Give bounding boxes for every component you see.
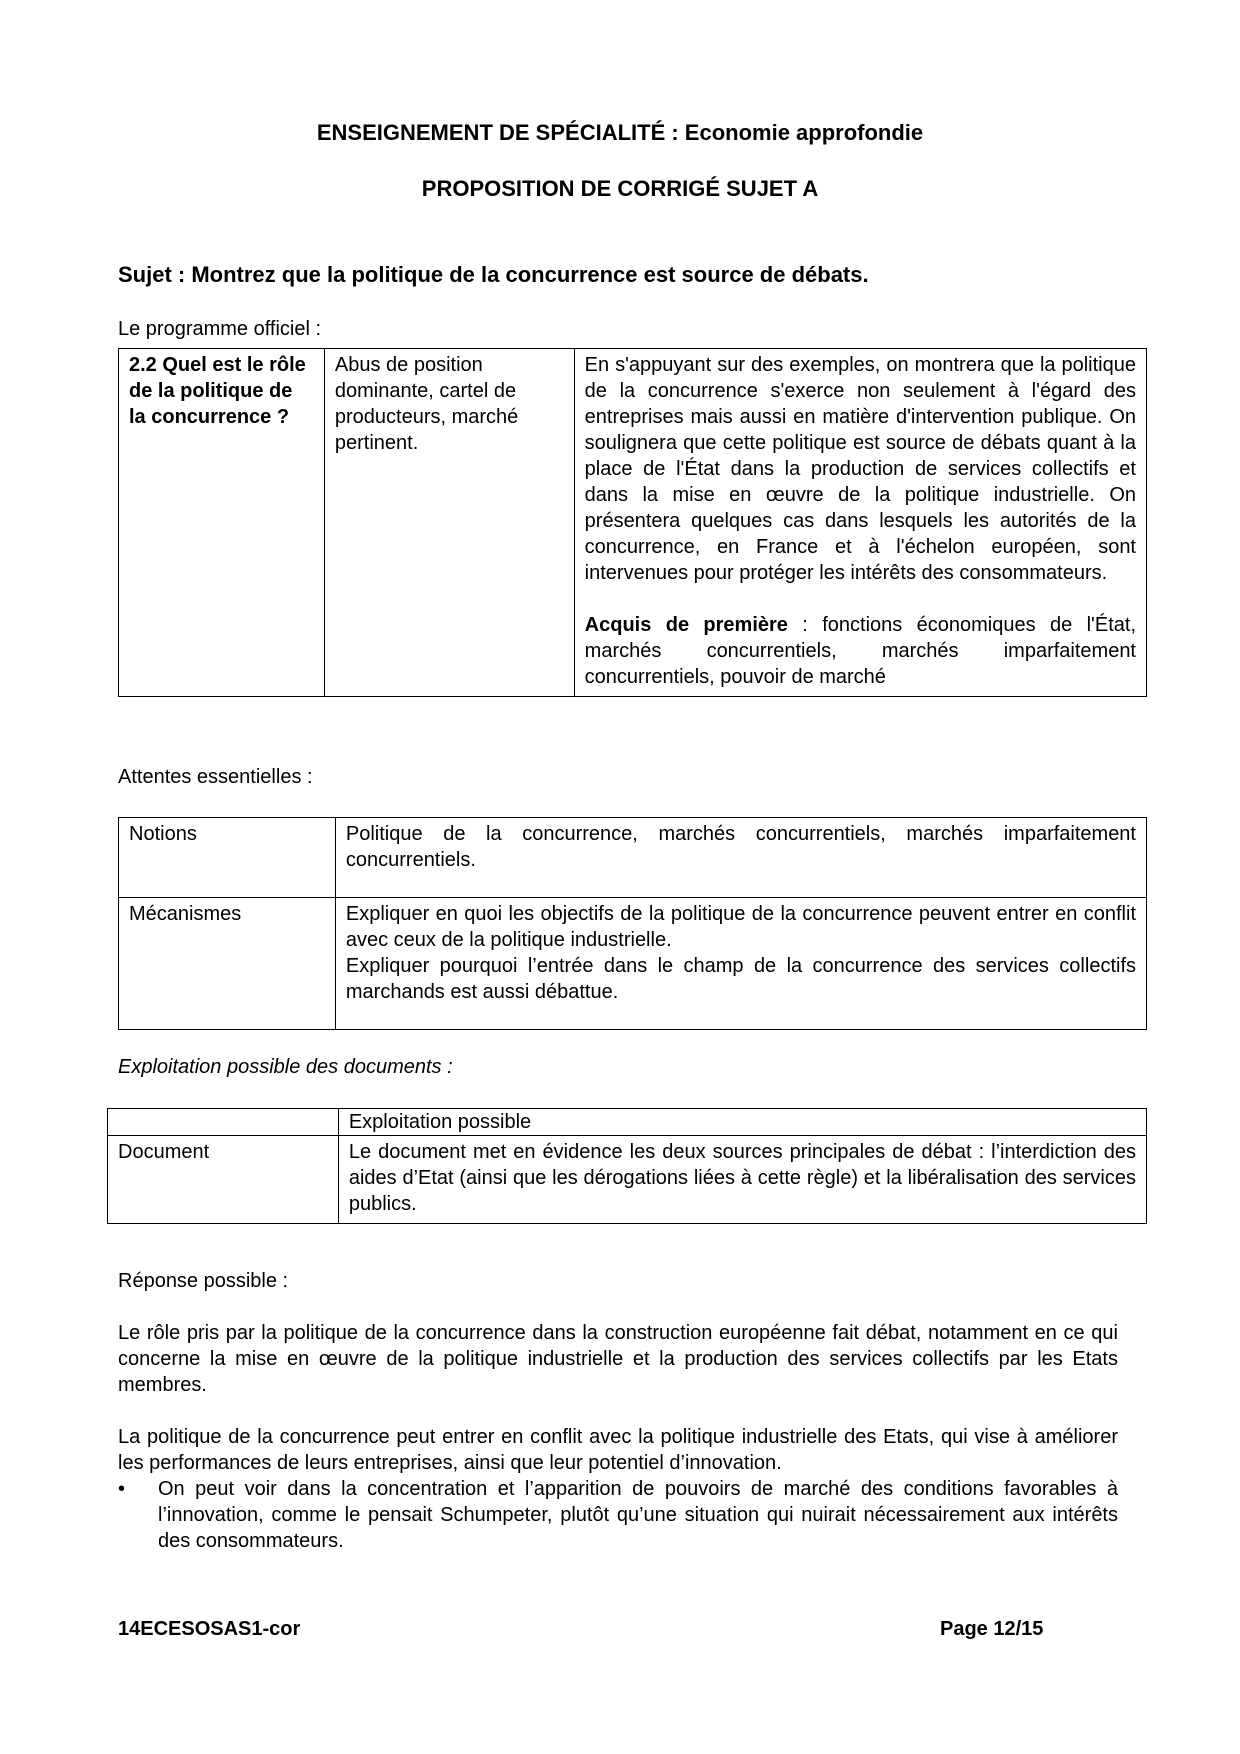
programme-table [118,348,1147,697]
bullet-icon: • [118,1478,126,1500]
reponse-bullet-1 [118,1476,1118,1554]
attentes-mecanismes-head: Mécanismes [119,898,336,1030]
acquis-label: Acquis de première [584,614,788,636]
exploitation-col-header: Exploitation possible [338,1109,1146,1136]
attentes-row-notions [119,818,1147,898]
attentes-table [118,817,1147,1030]
footer-page-number: Page 12/15 [940,1618,1044,1640]
exploitation-row-head: Document [108,1136,339,1224]
document-subtitle: PROPOSITION DE CORRIGÉ SUJET A [421,176,819,201]
attentes-mecanismes-line1: Expliquer en quoi les objectifs de la politique de la concurrence peuvent entrer en conflit avec ceux de la politique industrielle. [345,903,1136,951]
attentes-row-mecanismes [119,898,1147,1030]
document-title: ENSEIGNEMENT DE SPÉCIALITÉ : Economie approfondie [316,120,924,145]
attentes-mecanismes-line2: Expliquer pourquoi l’entrée dans le champ de la concurrence des services collectifs marchands est aussi débattue. [345,955,1136,1003]
exploitation-label: Exploitation possible des documents : [118,1056,453,1078]
reponse-paragraph-2: La politique de la concurrence peut entrer en conflit avec la politique industrielle des Etats, qui vise à améliorer les performances de leurs entreprises, ainsi que leur potentiel d’innovation. [118,1426,1118,1474]
attentes-label: Attentes essentielles : [118,766,313,788]
programme-notions-cell: Abus de position dominante, cartel de producteurs, marché pertinent. [324,349,574,697]
attentes-mecanismes-body [335,898,1146,1030]
programme-indications-text: En s'appuyant sur des exemples, on montrera que la politique de la concurrence s'exerce non seulement à l'égard des entreprises mais aussi en matière d'intervention publique. On soulignera que cette politique est source de débats quant à la place de l'État dans la production de services collectifs et dans la mise en œuvre de la politique industrielle. On présentera quelques cas dans lesquels les autorités de la concurrence, en France et à l'échelon européen, sont intervenues pour protéger les intérêts des consommateurs. [584,354,1136,584]
exploitation-row-text: Le document met en évidence les deux sources principales de débat : l’interdiction des aides d’Etat (ainsi que les dérogations liées à cette règle) et la libéralisation des services publics. [338,1136,1146,1224]
exploitation-empty-cell [108,1109,339,1136]
exploitation-header-row [108,1109,1147,1136]
attentes-notions-text: Politique de la concurrence, marchés concurrentiels, marchés imparfaitement concurrentiels. [345,823,1136,871]
acquis-text: : fonctions économiques de l'État, marchés concurrentiels, marchés imparfaitement concurrentiels, pouvoir de marché [584,614,1137,688]
reponse-paragraph-1: Le rôle pris par la politique de la concurrence dans la construction européenne fait débat, notamment en ce qui concerne la mise en œuvre de la politique industrielle et la production des services collectifs par les Etats membres. [118,1322,1118,1396]
exploitation-document-row [108,1136,1147,1224]
reponse-bullet-1-text: On peut voir dans la concentration et l’apparition de pouvoirs de marché des conditions favorables à l’innovation, comme le pensait Schumpeter, plutôt qu’une situation qui nuirait nécessairement aux intérêts des consommateurs. [158,1478,1118,1552]
programme-indications-cell [574,349,1146,697]
programme-label: Le programme officiel : [118,318,322,340]
reponse-label: Réponse possible : [118,1270,289,1292]
attentes-notions-head: Notions [119,818,336,898]
exploitation-table [107,1108,1147,1224]
footer-code: 14ECESOSAS1-cor [118,1618,301,1640]
sujet-heading: Sujet : Montrez que la politique de la concurrence est source de débats. [118,262,869,287]
attentes-notions-body [335,818,1146,898]
programme-acquis [585,612,1136,690]
programme-theme-cell: 2.2 Quel est le rôle de la politique de la concurrence ? [119,349,325,697]
